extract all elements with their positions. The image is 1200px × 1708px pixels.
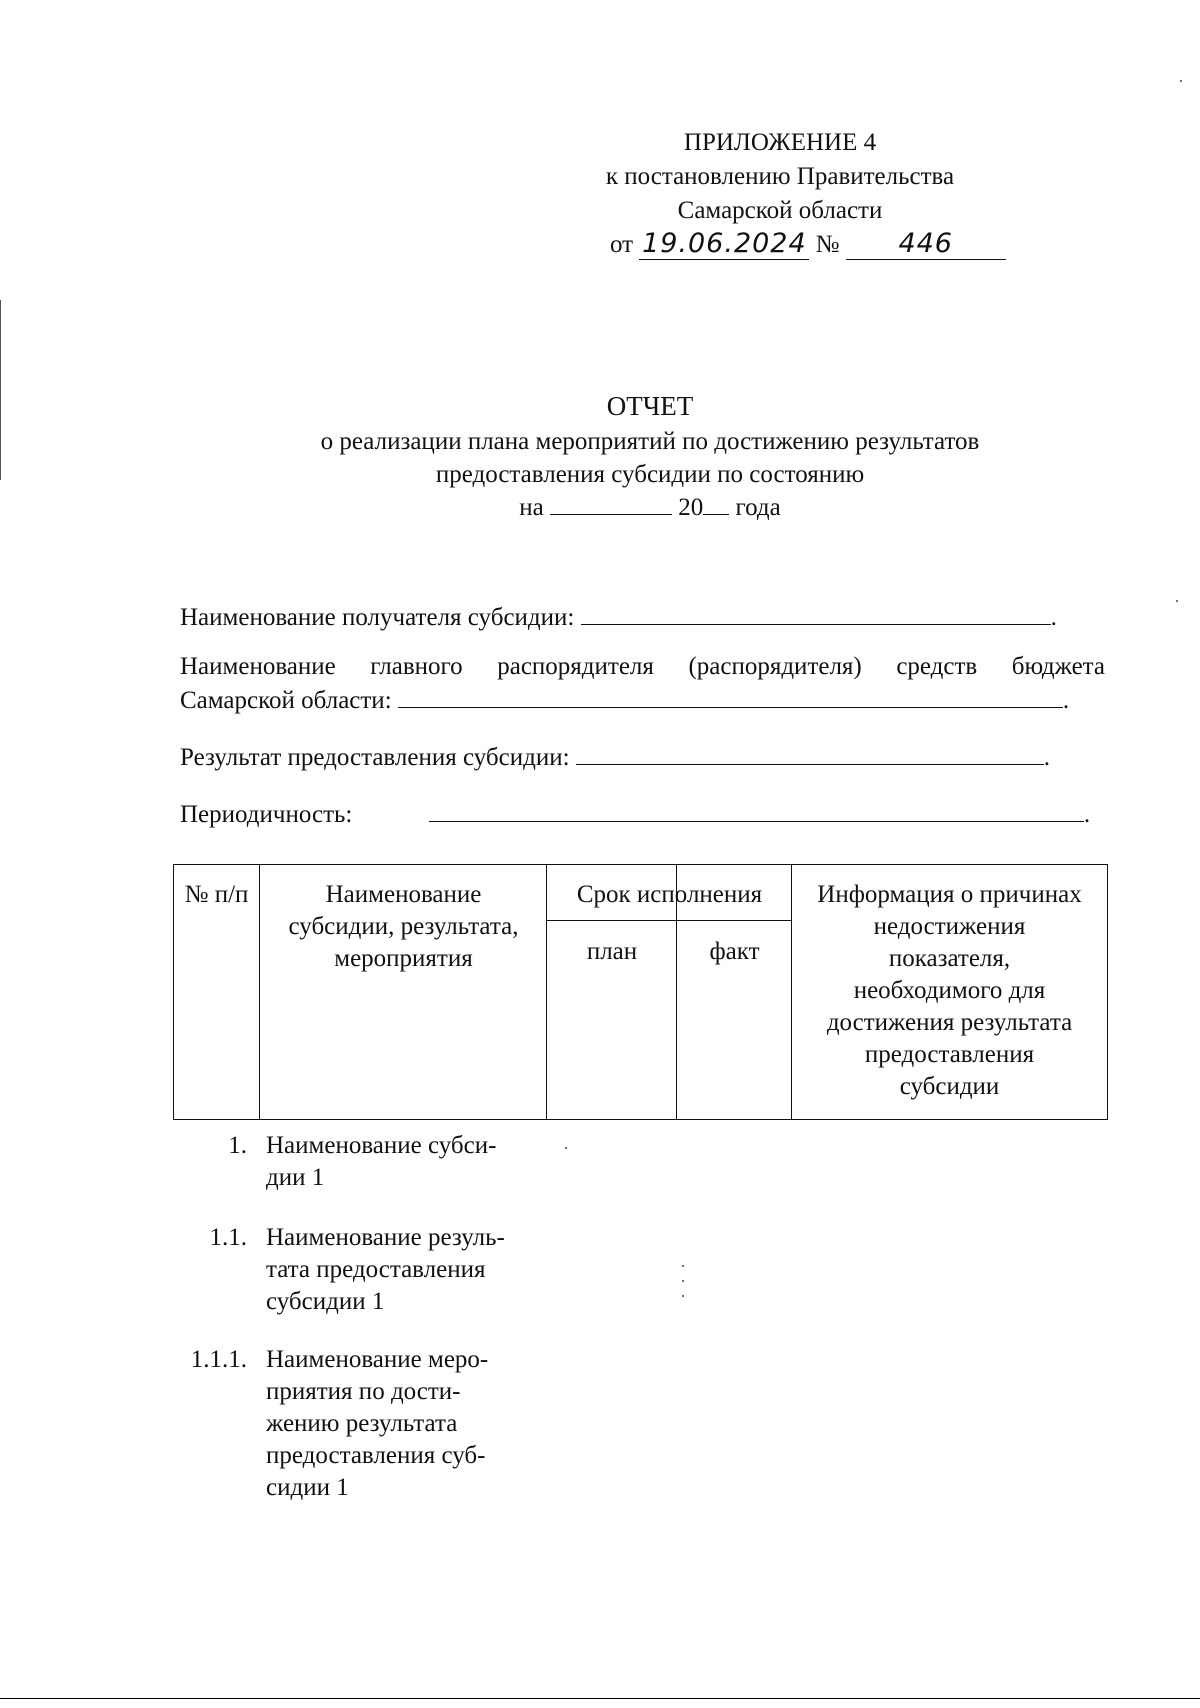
list-item-line: тата предоставления <box>266 1256 486 1283</box>
handwritten-number: 446 <box>846 228 1006 260</box>
report-subtitle-1: о реализации плана мероприятий по достижению результатов <box>320 428 980 455</box>
list-item-line: сидии 1 <box>266 1474 349 1501</box>
recipient-period: . <box>1050 604 1057 631</box>
list-item-line: Наименование меро- <box>266 1346 489 1373</box>
result-blank <box>576 740 1044 765</box>
result-label: Результат предоставления субсидии: <box>180 744 570 771</box>
date-prefix: от <box>610 231 634 258</box>
appendix-header <box>560 126 1000 228</box>
list-item-text <box>266 1130 544 1194</box>
header-plan: план <box>586 938 638 965</box>
list-item-line: предоставления суб- <box>266 1442 486 1469</box>
distributor-line-2: Самарской области: <box>180 687 392 714</box>
list-item-line: субсидии 1 <box>266 1288 385 1315</box>
list-item-line: приятия по дости- <box>266 1378 461 1405</box>
scan-speck <box>1180 80 1182 82</box>
list-item-number: 1.1. <box>209 1224 247 1251</box>
page-bottom-edge <box>0 1698 1200 1699</box>
result-field <box>180 740 1105 774</box>
list-item-line: дии 1 <box>266 1164 325 1191</box>
recipient-blank <box>581 600 1051 625</box>
scan-speck <box>1176 600 1178 602</box>
list-item-number: 1. <box>228 1132 247 1159</box>
list-item-text <box>266 1222 544 1318</box>
header-info-line: показателя, <box>888 945 1011 972</box>
recipient-label: Наименование получателя субсидии: <box>180 604 575 631</box>
handwritten-date: 19.06.2024 <box>639 228 809 260</box>
list-item-text <box>266 1344 544 1504</box>
report-title: ОТЧЕТ <box>606 391 694 421</box>
header-deadline: Срок исполнения <box>576 881 763 908</box>
report-date-prefix: на <box>519 494 544 521</box>
header-number: № п/п <box>184 881 249 908</box>
report-year-prefix: 20 <box>678 494 704 521</box>
header-info-line: субсидии <box>899 1073 1000 1100</box>
list-item-number: 1.1.1. <box>190 1346 247 1373</box>
scan-speck <box>682 1265 684 1267</box>
table-divider <box>546 920 791 921</box>
header-info-line: достижения результата <box>826 1009 1073 1036</box>
list-item-line: жению результата <box>266 1410 458 1437</box>
distributor-line-1: Наименование главного распорядителя (распорядителя) средств бюджета <box>180 653 1105 680</box>
periodicity-blank <box>429 797 1084 822</box>
appendix-title: ПРИЛОЖЕНИЕ 4 <box>683 129 877 156</box>
result-period: . <box>1043 744 1051 771</box>
appendix-line-1: к постановлению Правительства <box>605 163 955 190</box>
scan-speck <box>682 1280 684 1282</box>
distributor-blank <box>398 683 1063 708</box>
report-table <box>173 864 1108 1120</box>
header-name <box>261 879 546 975</box>
report-date-line <box>180 491 1120 524</box>
report-year-blank <box>703 492 729 515</box>
header-name-line: мероприятия <box>334 945 473 972</box>
appendix-line-2: Самарской области <box>677 197 883 224</box>
recipient-field <box>180 600 1105 634</box>
scan-speck <box>682 1295 684 1297</box>
report-subtitle-2: предоставления субсидии по состоянию <box>435 461 865 488</box>
appendix-date-line <box>610 228 1006 260</box>
report-year-suffix: года <box>735 494 781 521</box>
number-prefix: № <box>815 231 840 258</box>
periodicity-field <box>180 797 1105 831</box>
periodicity-label: Периодичность: <box>180 801 353 828</box>
list-item-line: Наименование резуль- <box>266 1224 505 1251</box>
periodicity-period: . <box>1083 801 1091 828</box>
header-fact: факт <box>709 938 760 965</box>
header-info-line: предоставления <box>864 1041 1035 1068</box>
scan-speck <box>565 1147 567 1149</box>
page-left-edge <box>0 300 1 480</box>
report-title-block <box>180 390 1120 524</box>
header-name-line: Наименование <box>325 881 482 908</box>
header-info-line: Информация о причинах <box>817 881 1082 908</box>
header-info-line: необходимого для <box>853 977 1046 1004</box>
header-name-line: субсидии, результата, <box>288 913 519 940</box>
report-date-blank <box>550 492 672 515</box>
distributor-line-2-wrap <box>180 683 1105 717</box>
header-info <box>793 879 1106 1103</box>
distributor-period: . <box>1062 687 1070 714</box>
distributor-field <box>180 650 1105 717</box>
header-info-line: недостижения <box>873 913 1026 940</box>
list-item-line: Наименование субси- <box>266 1132 497 1159</box>
